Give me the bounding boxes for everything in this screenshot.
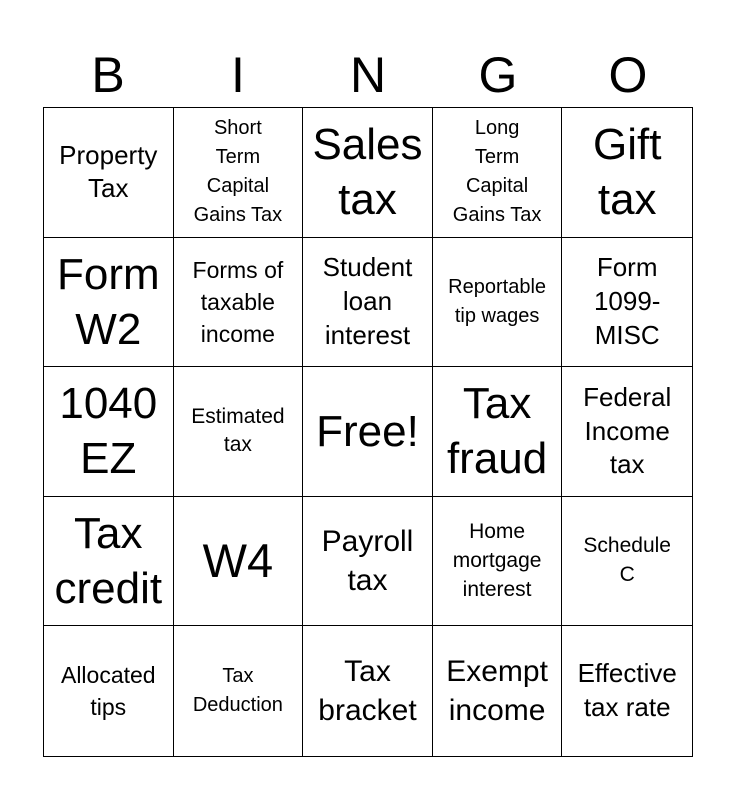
header-letter-b: B <box>91 47 125 103</box>
bingo-cell[interactable]: Tax credit <box>44 497 174 627</box>
bingo-cell[interactable]: Reportable tip wages <box>433 238 563 368</box>
bingo-cell[interactable]: Form W2 <box>44 238 174 368</box>
bingo-cell[interactable]: Home mortgage interest <box>433 497 563 627</box>
bingo-cell free-space[interactable]: Free! <box>303 367 433 497</box>
bingo-cell[interactable]: Form 1099- MISC <box>562 238 692 368</box>
bingo-cell[interactable]: Schedule C <box>562 497 692 627</box>
bingo-cell[interactable]: 1040 EZ <box>44 367 174 497</box>
bingo-cell[interactable]: Effective tax rate <box>577 658 677 723</box>
header-letter-n: N <box>349 47 387 103</box>
bingo-board <box>43 107 693 757</box>
bingo-cell[interactable]: Allocated tips <box>44 626 174 756</box>
header-letter-o: O <box>608 47 648 103</box>
bingo-cell[interactable]: Estimated tax <box>174 367 304 497</box>
bingo-cell[interactable]: Federal Income tax <box>562 367 692 497</box>
bingo-cell[interactable]: Tax bracket <box>303 626 433 756</box>
header-letter-g: G <box>478 47 518 103</box>
bingo-cell[interactable]: W4 <box>174 497 304 627</box>
header-letter-i: I <box>231 47 245 103</box>
bingo-cell[interactable]: Short Term Capital Gains Tax <box>174 108 304 238</box>
bingo-cell[interactable]: Gift tax <box>562 108 692 238</box>
bingo-cell[interactable]: Student loan interest <box>303 238 433 368</box>
bingo-cell[interactable]: Tax fraud <box>433 367 563 497</box>
bingo-cell[interactable]: Tax Deduction <box>174 626 304 756</box>
bingo-cell[interactable]: Long Term Capital Gains Tax <box>433 108 563 238</box>
bingo-cell[interactable]: Payroll tax <box>303 497 433 627</box>
bingo-cell[interactable]: Exempt income <box>433 626 563 756</box>
bingo-header <box>43 42 693 108</box>
bingo-cell[interactable]: Property Tax <box>44 108 174 238</box>
bingo-cell[interactable]: Sales tax <box>303 108 433 238</box>
bingo-cell[interactable]: Forms of taxable income <box>174 238 304 368</box>
